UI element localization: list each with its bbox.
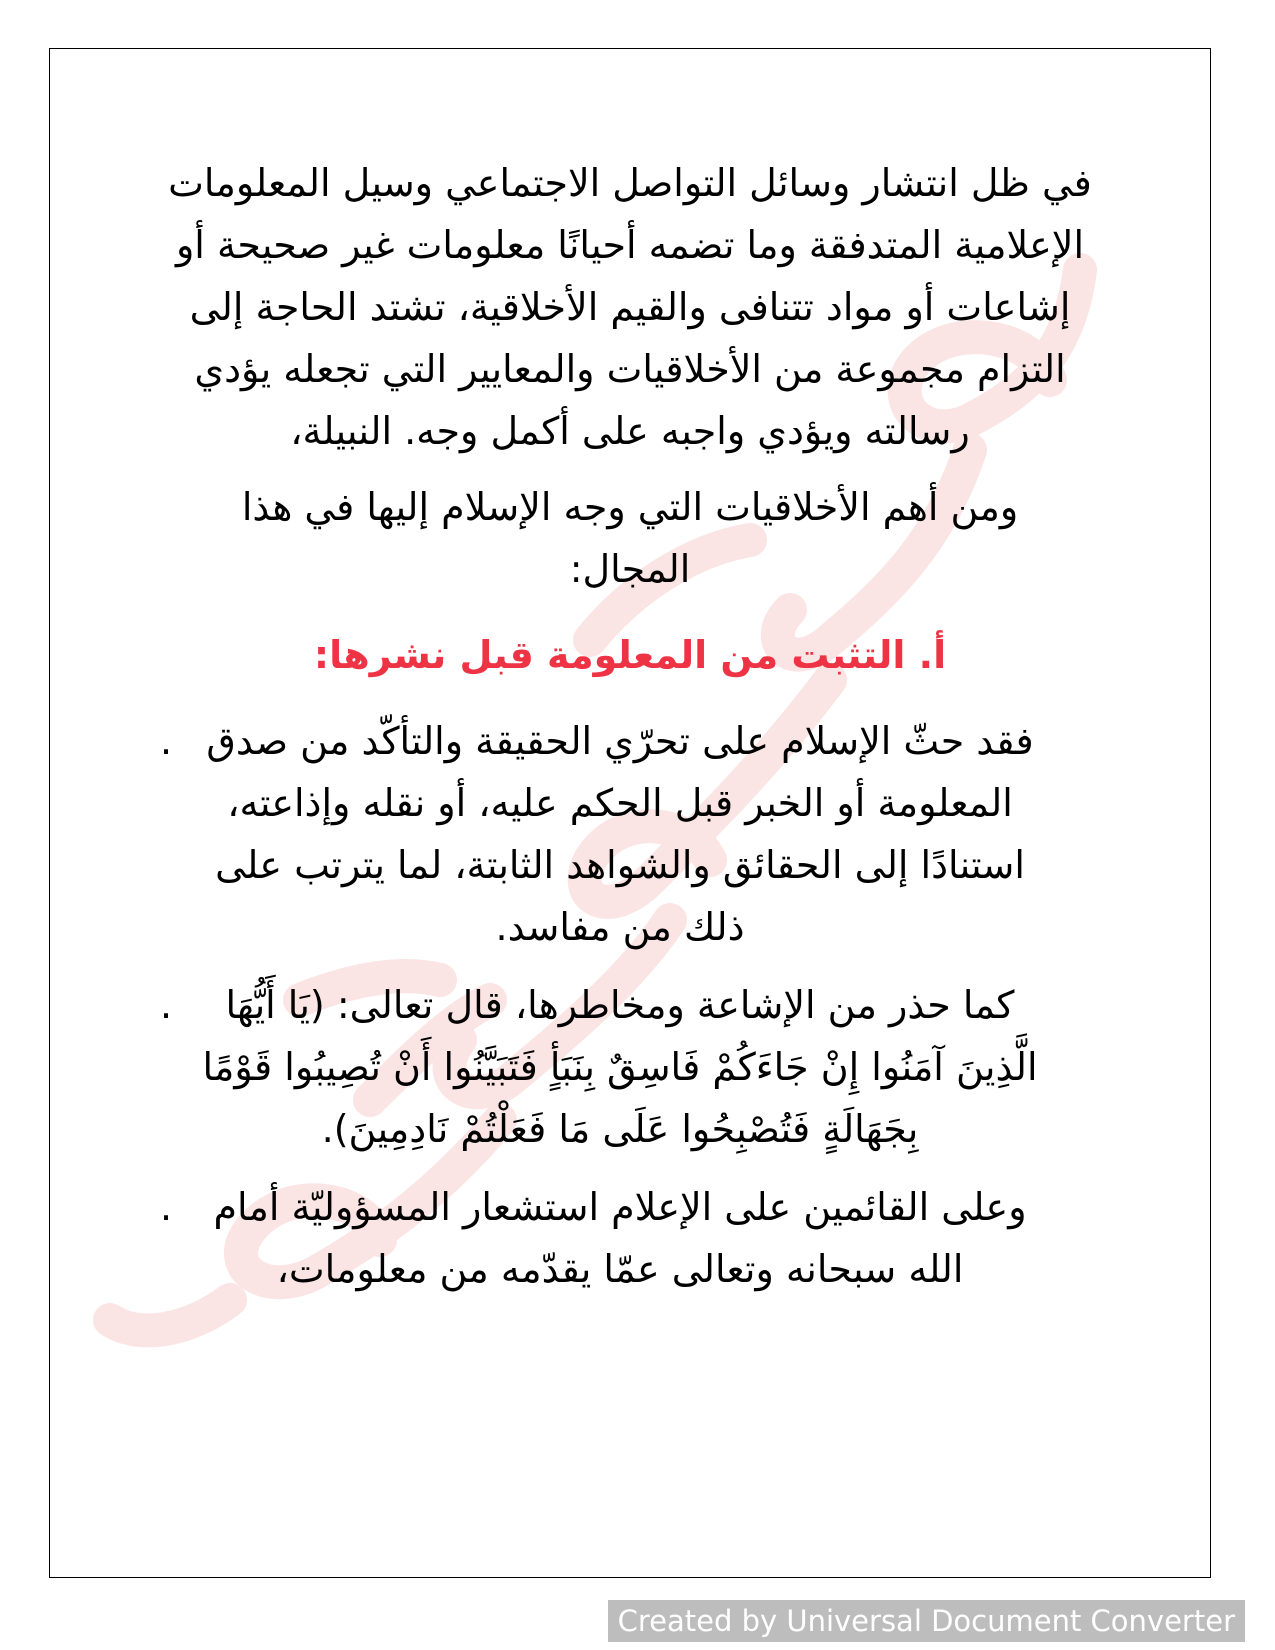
intro-paragraph: في ظل انتشار وسائل التواصل الاجتماعي وسيل المعلومات الإعلامية المتدفقة وما تضمه أحيانًا معلومات غير صحيحة أو إشاعات أو مواد تتنافى والقيم الأخلاقية، تشتد الحاجة إلى التزام مجموعة من الأخلاقيات والمعايير التي تجعله يؤدي رسالته ويؤدي واجبه على أكمل وجه. النبيلة، bbox=[168, 161, 1092, 453]
bullet-text: كما حذر من الإشاعة ومخاطرها، قال تعالى: (يَا أَيُّهَا الَّذِينَ آمَنُوا إِنْ جَاءَكُمْ فَاسِقٌ بِنَبَأٍ فَتَبَيَّنُوا أَنْ تُصِيبُوا قَوْمًا بِجَهَالَةٍ فَتُصْبِحُوا عَلَى مَا فَعَلْتُمْ نَادِمِينَ). bbox=[202, 983, 1038, 1151]
bullet-marker: . bbox=[160, 983, 173, 1027]
section-heading: أ. التثبت من المعلومة قبل نشرها: bbox=[313, 633, 947, 677]
lead-in-paragraph: ومن أهم الأخلاقيات التي وجه الإسلام إليها في هذا المجال: bbox=[241, 485, 1019, 591]
bullet-item bbox=[160, 974, 1050, 1160]
bullet-marker: . bbox=[160, 1185, 173, 1229]
bullet-item bbox=[160, 710, 1050, 958]
converter-badge: Created by Universal Document Converter bbox=[608, 1600, 1245, 1642]
document-body bbox=[150, 152, 1110, 1300]
bullet-item bbox=[160, 1176, 1050, 1300]
bullet-text: وعلى القائمين على الإعلام استشعار المسؤوليّة أمام الله سبحانه وتعالى عمّا يقدّمه من معلومات، bbox=[213, 1185, 1027, 1291]
bullet-marker: . bbox=[160, 719, 173, 763]
bullet-text: فقد حثّ الإسلام على تحرّي الحقيقة والتأكّد من صدق المعلومة أو الخبر قبل الحكم عليه، أو نقله وإذاعته، استنادًا إلى الحقائق والشواهد الثابتة، لما يترتب على ذلك من مفاسد. bbox=[206, 719, 1034, 949]
